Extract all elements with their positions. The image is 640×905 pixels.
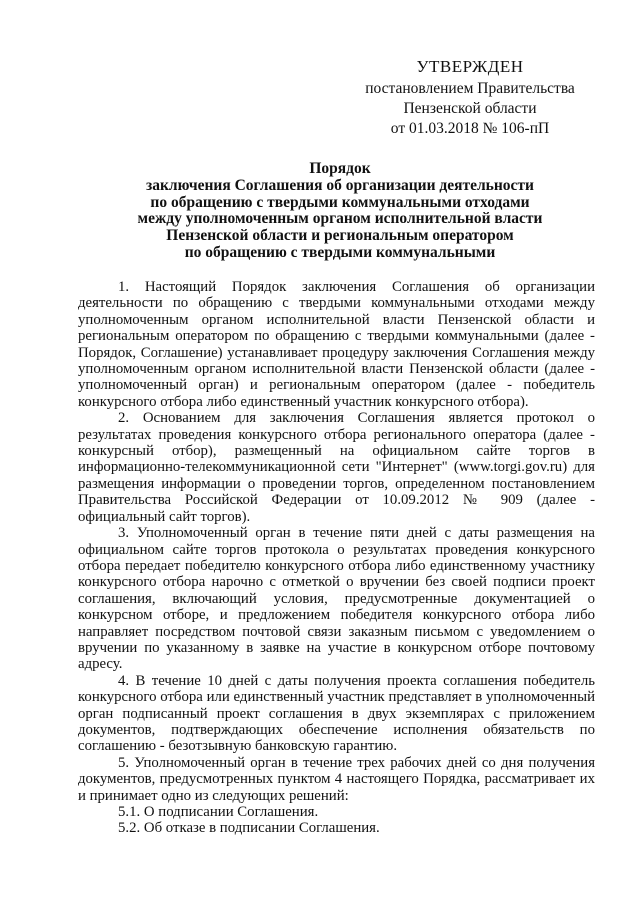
- document-title: [100, 161, 580, 262]
- paragraph-2: 2. Основанием для заключения Соглашения является протокол о результатах проведения конкурсного отбора регионального оператора (далее - конкурсный отбор), размещенный на официальном сайте торгов в информационно-телекоммуникационной сети "Интернет" (www.torgi.gov.ru) для размещения информации о проведении торгов, определенном постановлением Правительства Российской Федерации от 10.09.2012 № 909 (далее - официальный сайт торгов).: [78, 410, 595, 525]
- approval-title: УТВЕРЖДЕН: [416, 57, 524, 76]
- approval-line: постановлением Правительства: [365, 80, 575, 97]
- paragraph-1: 1. Настоящий Порядок заключения Соглашения об организации деятельности по обращению с твердыми коммунальными отходами между уполномоченным органом исполнительной власти Пензенской области и региональным оператором по обращению с твердыми коммунальными (далее - Порядок, Соглашение) устанавливает процедуру заключения Соглашения между уполномоченным органом исполнительной власти Пензенской области (далее - уполномоченный орган) и региональным оператором (далее - победитель конкурсного отбора либо единственный участник конкурсного отбора).: [78, 279, 595, 410]
- paragraph-5-1: 5.1. О подписании Соглашения.: [118, 804, 319, 820]
- title-line: заключения Соглашения об организации деятельности: [146, 176, 534, 194]
- paragraph-5-2: 5.2. Об отказе в подписании Соглашения.: [118, 820, 380, 837]
- approval-line: от 01.03.2018 № 106-пП: [390, 120, 550, 137]
- title-line: Порядок: [309, 160, 371, 177]
- paragraph-4: 4. В течение 10 дней с даты получения проекта соглашения победитель конкурсного отбора или единственный участник представляет в уполномоченный орган подписанный проект соглашения в двух экземплярах с приложением документов, подтверждающих обеспечение исполнения обязательств по соглашению - безотзывную банковскую гарантию.: [78, 672, 595, 755]
- approval-stamp: [355, 57, 585, 139]
- document-body: [78, 279, 595, 837]
- title-line: между уполномоченным органом исполнительной власти: [137, 210, 543, 228]
- title-line: по обращению с твердыми коммунальными отходами: [150, 193, 530, 211]
- approval-line: Пензенской области: [403, 100, 537, 117]
- paragraph-3: 3. Уполномоченный орган в течение пяти дней с даты размещения на официальном сайте торгов протокола о результатах проведения конкурсного отбора передает победителю конкурсного отбора либо единственному участнику конкурсного отбора нарочно с отметкой о вручении без своей подписи проект соглашения, включающий условия, предусмотренные документацией о конкурсном отборе, и предложением победителя конкурсного отбора либо направляет посредством почтовой связи заказным письмом с уведомлением о вручении по указанному в заявке на участие в конкурсном отборе почтовому адресу.: [78, 525, 595, 673]
- title-line: по обращению с твердыми коммунальными: [184, 243, 496, 261]
- title-line: Пензенской области и региональным оператором: [166, 227, 514, 245]
- paragraph-5: 5. Уполномоченный орган в течение трех рабочих дней со дня получения документов, предусмотренных пунктом 4 настоящего Порядка, рассматривает их и принимает одно из следующих решений:: [78, 754, 595, 804]
